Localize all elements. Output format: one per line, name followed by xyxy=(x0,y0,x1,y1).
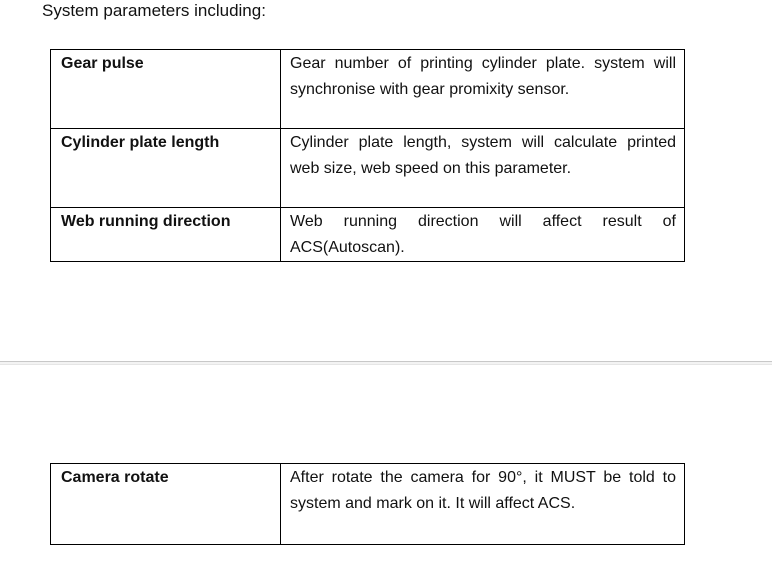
parameter-name: Camera rotate xyxy=(51,464,281,545)
table-row xyxy=(51,208,685,262)
parameters-table xyxy=(50,49,685,262)
parameter-description: Web running direction will affect result of ACS(Autoscan). xyxy=(281,208,685,262)
table-row xyxy=(51,464,685,545)
parameter-description: After rotate the camera for 90°, it MUST be told to system and mark on it. It will affect ACS. xyxy=(281,464,685,545)
parameter-name: Cylinder plate length xyxy=(51,129,281,208)
parameter-description: Cylinder plate length, system will calculate printed web size, web speed on this parameter. xyxy=(281,129,685,208)
parameters-table-continued xyxy=(50,463,685,545)
table-row xyxy=(51,129,685,208)
intro-text: System parameters including: xyxy=(42,1,266,20)
table-row xyxy=(51,50,685,129)
parameter-name: Gear pulse xyxy=(51,50,281,129)
parameter-name: Web running direction xyxy=(51,208,281,262)
page-break-divider xyxy=(0,361,772,365)
parameter-description: Gear number of printing cylinder plate. system will synchronise with gear promixity sensor. xyxy=(281,50,685,129)
